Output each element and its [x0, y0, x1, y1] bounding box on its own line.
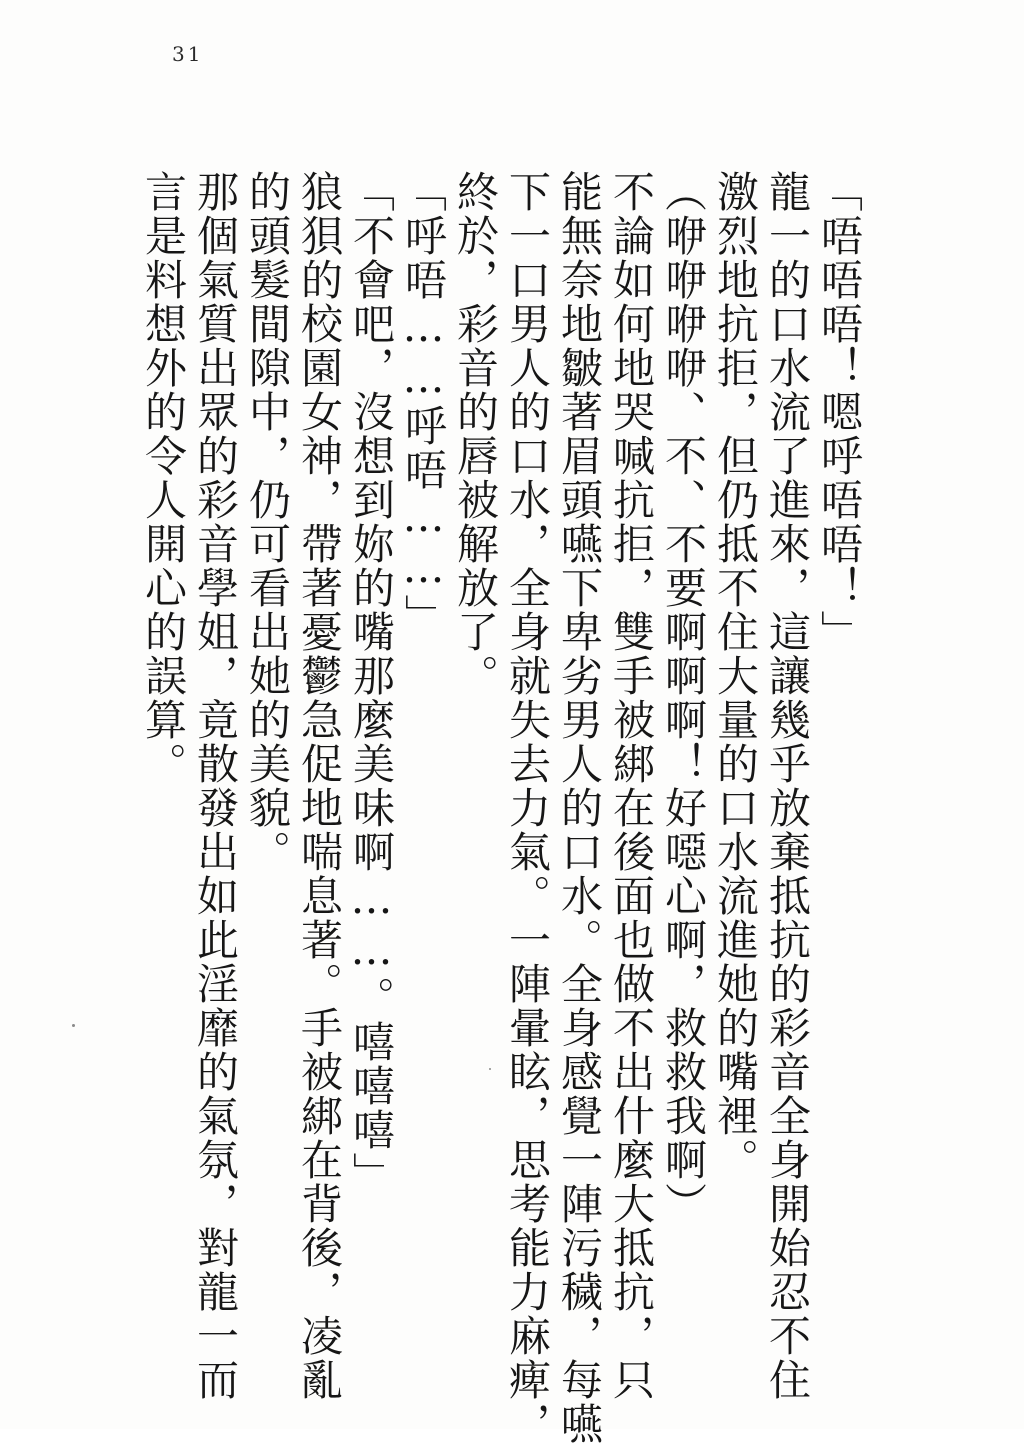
text-column: 下一口男人的口水，全身就失去力氣。一陣暈眩，思考能力麻痺， [503, 170, 552, 1446]
text-column: 「唔唔唔！嗯呼唔唔！」 [815, 170, 864, 654]
text-column: （咿咿咿咿、不、不要啊啊啊！好噁心啊，救救我啊） [659, 170, 708, 1226]
text-column: 不論如何地哭喊抗拒，雙手被綁在後面也做不出什麼大抵抗，只 [607, 170, 656, 1402]
text-column: 那個氣質出眾的彩音學姐，竟散發出如此淫靡的氣氛，對龍一而 [191, 170, 240, 1402]
text-column: 能無奈地皺著眉頭嚥下卑劣男人的口水。全身感覺一陣污穢，每嚥 [555, 170, 604, 1446]
text-column: 「呼唔……呼唔……」 [399, 170, 448, 638]
text-column: 終於，彩音的唇被解放了。 [451, 170, 500, 698]
text-column: 狼狽的校園女神，帶著憂鬱急促地喘息著。手被綁在背後，凌亂 [295, 170, 344, 1402]
scan-speck [72, 1024, 75, 1027]
text-column: 的頭髮間隙中，仍可看出她的美貌。 [243, 170, 292, 874]
page-number: 31 [172, 42, 204, 66]
scan-speck [489, 1068, 491, 1070]
text-column: 言是料想外的令人開心的誤算。 [139, 170, 188, 786]
text-column: 龍一的口水流了進來，這讓幾乎放棄抵抗的彩音全身開始忍不住 [763, 170, 812, 1402]
text-column: 激烈地抗拒，但仍抵不住大量的口水流進她的嘴裡。 [711, 170, 760, 1182]
text-column: 「不會吧，沒想到妳的嘴那麼美味啊……。嘻嘻嘻」 [347, 170, 396, 1196]
